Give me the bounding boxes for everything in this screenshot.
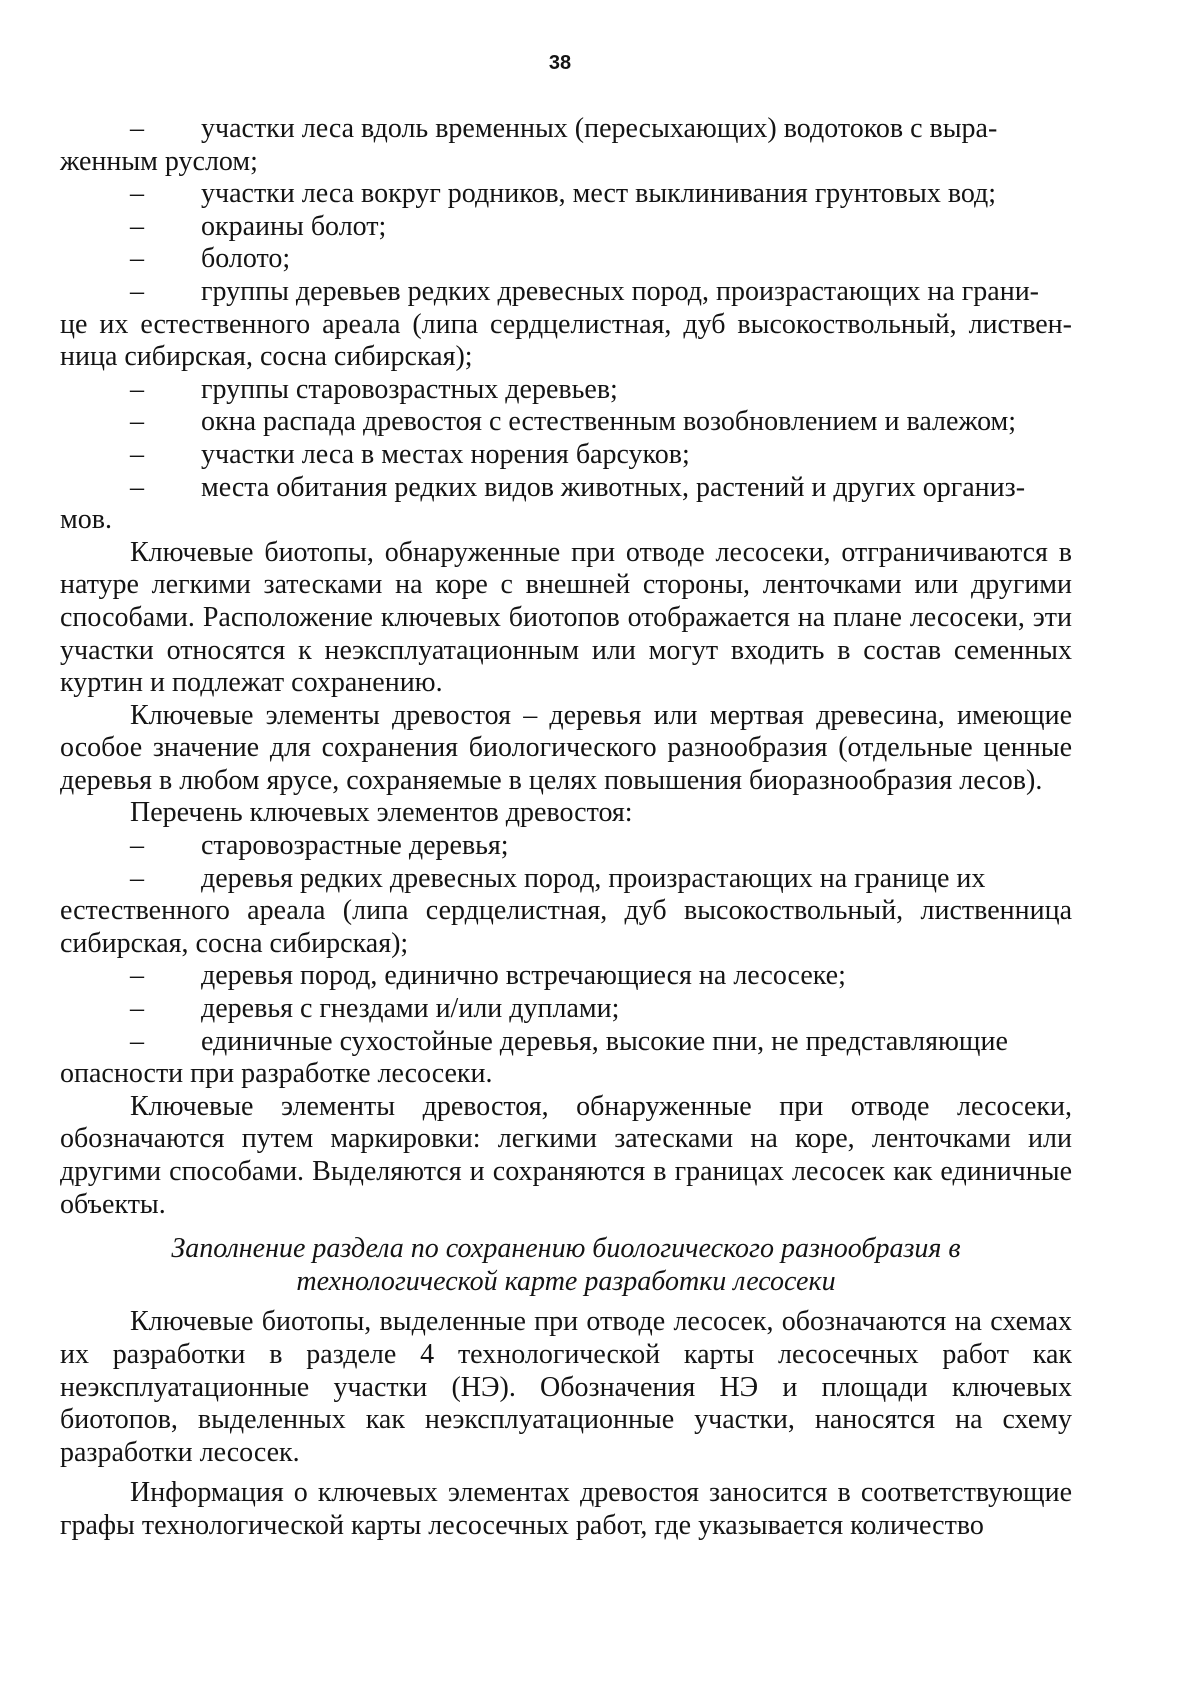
dash-bullet: –	[130, 275, 144, 307]
list-item-text: окна распада древостоя с естественным возобновлением и валежом;	[201, 406, 1017, 438]
dash-bullet: –	[130, 862, 144, 894]
list-item-continuation: естественного ареала (липа сердцелистная, дуб высокоствольный, лиственница сибирская, сосна сибирская);	[60, 895, 1072, 959]
list-item	[60, 830, 1072, 863]
dash-bullet: –	[130, 210, 144, 242]
list-item	[60, 211, 1072, 244]
list-item-text: окраины болот;	[201, 210, 387, 242]
list-item	[60, 276, 1072, 309]
list-item-text: группы старовозрастных деревьев;	[201, 373, 618, 405]
list-item	[60, 113, 1072, 146]
section-heading	[60, 1233, 1072, 1298]
list-item	[60, 1026, 1072, 1059]
dash-bullet: –	[130, 373, 144, 405]
dash-bullet: –	[130, 243, 144, 275]
list-item-text: участки леса вдоль временных (пересыхающих) водотоков с выра-	[201, 113, 998, 144]
list-item-text: болото;	[201, 243, 291, 275]
list-item	[60, 439, 1072, 472]
paragraph-biotopes-marking: Ключевые биотопы, обнаруженные при отводе лесосеки, отграничиваются в натуре легкими затесками на коре с внешней стороны, ленточками или другими способами. Расположение ключевых биотопов отображается на плане лесосеки, эти участки относятся к неэксплуатационным или могут входить в состав семенных куртин и подлежат сохранению.	[60, 536, 1072, 699]
paragraph-key-elements-list-intro: Перечень ключевых элементов древостоя:	[130, 797, 633, 829]
section-heading-line: Заполнение раздела по сохранению биологического разнообразия в	[171, 1233, 961, 1265]
list-item-text: единичные сухостойные деревья, высокие пни, не представляющие	[201, 1025, 1008, 1057]
list-item	[60, 993, 1072, 1026]
dash-bullet: –	[130, 993, 144, 1025]
list-item-text: деревья с гнездами и/или дуплами;	[201, 993, 620, 1025]
list-item	[60, 243, 1072, 276]
dash-bullet: –	[130, 438, 144, 470]
list-item-continuation: мов.	[60, 504, 112, 536]
list-item-text: места обитания редких видов животных, растений и других организ-	[201, 471, 1026, 503]
dash-bullet: –	[130, 1025, 144, 1057]
key-elements-list	[60, 830, 1072, 1091]
list-item	[60, 863, 1072, 896]
list-item-continuation: женным руслом;	[60, 145, 258, 177]
dash-bullet: –	[130, 960, 144, 992]
biotope-list	[60, 113, 1072, 537]
list-item	[60, 406, 1072, 439]
dash-bullet: –	[130, 471, 144, 503]
dash-bullet: –	[130, 113, 144, 144]
paragraph-key-elements-definition: Ключевые элементы древостоя – деревья или мертвая древесина, имеющие особое значение для сохранения биологического разнообразия (отдельные ценные деревья в любом ярусе, сохраняемые в целях повышения биоразнообразия лесов).	[60, 699, 1072, 796]
list-item-text: участки леса в местах норения барсуков;	[201, 438, 690, 470]
list-item-text: деревья редких древесных пород, произрастающих на границе их	[201, 862, 986, 894]
paragraph-biotopes-schemes: Ключевые биотопы, выделенные при отводе лесосек, обозначаются на схемах их разработки в разделе 4 технологической карты лесосечных работ как неэксплуатационные участки (НЭ). Обозначения НЭ и площади ключевых биотопов, выделенных как неэксплуатационные участки, наносятся на схему разработки лесосек.	[60, 1306, 1072, 1468]
list-item	[60, 374, 1072, 407]
list-item-continuation: це их естественного ареала (липа сердцелистная, дуб высокоствольный, листвен-ница сибирская, сосна сибирская);	[60, 308, 1072, 373]
page-body	[60, 113, 1072, 1543]
dash-bullet: –	[130, 178, 144, 210]
dash-bullet: –	[130, 830, 144, 862]
list-item-text: старовозрастные деревья;	[201, 830, 509, 862]
list-item	[60, 178, 1072, 211]
list-item-text: группы деревьев редких древесных пород, произрастающих на грани-	[201, 275, 1040, 307]
section-heading-line: технологической карте разработки лесосеки	[296, 1265, 836, 1297]
list-item-text: деревья пород, единично встречающиеся на лесосеке;	[201, 960, 846, 992]
paragraph-key-elements-info: Информация о ключевых элементах древостоя заносится в соответствующие графы технологической карты лесосечных работ, где указывается количество	[60, 1477, 1072, 1541]
page-number: 38	[548, 52, 572, 74]
list-item-continuation: опасности при разработке лесосеки.	[60, 1058, 493, 1090]
paragraph-key-elements-marking: Ключевые элементы древостоя, обнаруженные при отводе лесосеки, обозначаются путем маркировки: легкими затесками на коре, ленточками или другими способами. Выделяются и сохраняются в границах лесосек как единичные объекты.	[60, 1090, 1072, 1220]
list-item-text: участки леса вокруг родников, мест выклинивания грунтовых вод;	[201, 178, 997, 210]
dash-bullet: –	[130, 406, 144, 438]
list-item	[60, 472, 1072, 505]
list-item	[60, 960, 1072, 993]
